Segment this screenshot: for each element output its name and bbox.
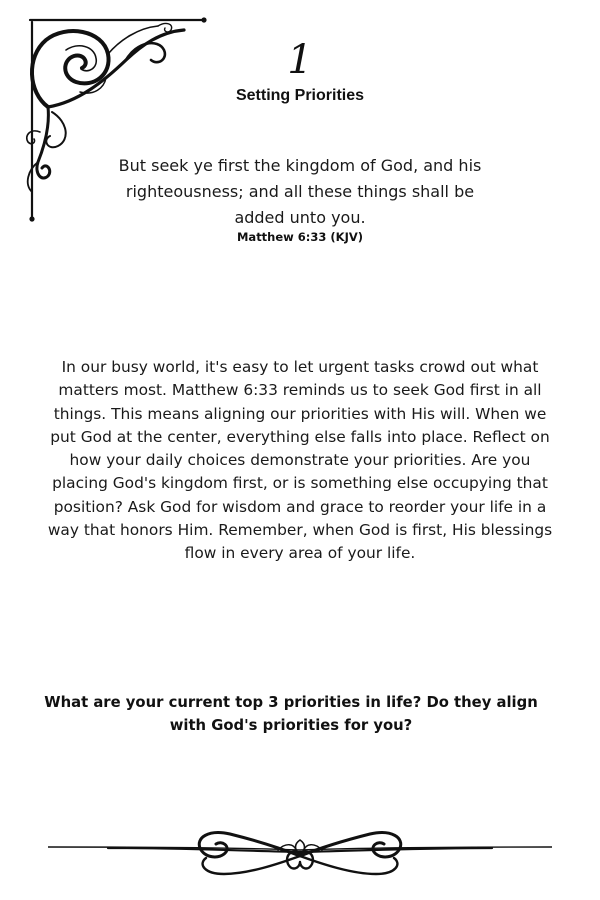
page-title: Setting Priorities	[235, 87, 365, 104]
scripture-verse: But seek ye first the kingdom of God, and his righteousness; and all these things shall be added unto you.	[118, 156, 482, 227]
scripture-reference: Matthew 6:33 (KJV)	[236, 230, 364, 244]
day-number: 1	[287, 37, 313, 83]
reflection-question: What are your current top 3 priorities in life? Do they align with God's priorities for you?	[44, 694, 538, 734]
reflection-text: In our busy world, it's easy to let urgent tasks crowd out what matters most. Matthew 6:33 reminds us to seek God first in all things. This means aligning our priorities with His will. When we put God at the center, everything else falls into place. Reflect on how your daily choices demonstrate your priorities. Are you placing God's kingdom first, or is something else occupying that position? Ask God for wisdom and grace to reorder your life in a way that honors Him. Remember, when God is first, His blessings flow in every area of your life.	[47, 358, 553, 563]
scroll-divider-icon	[48, 820, 552, 882]
